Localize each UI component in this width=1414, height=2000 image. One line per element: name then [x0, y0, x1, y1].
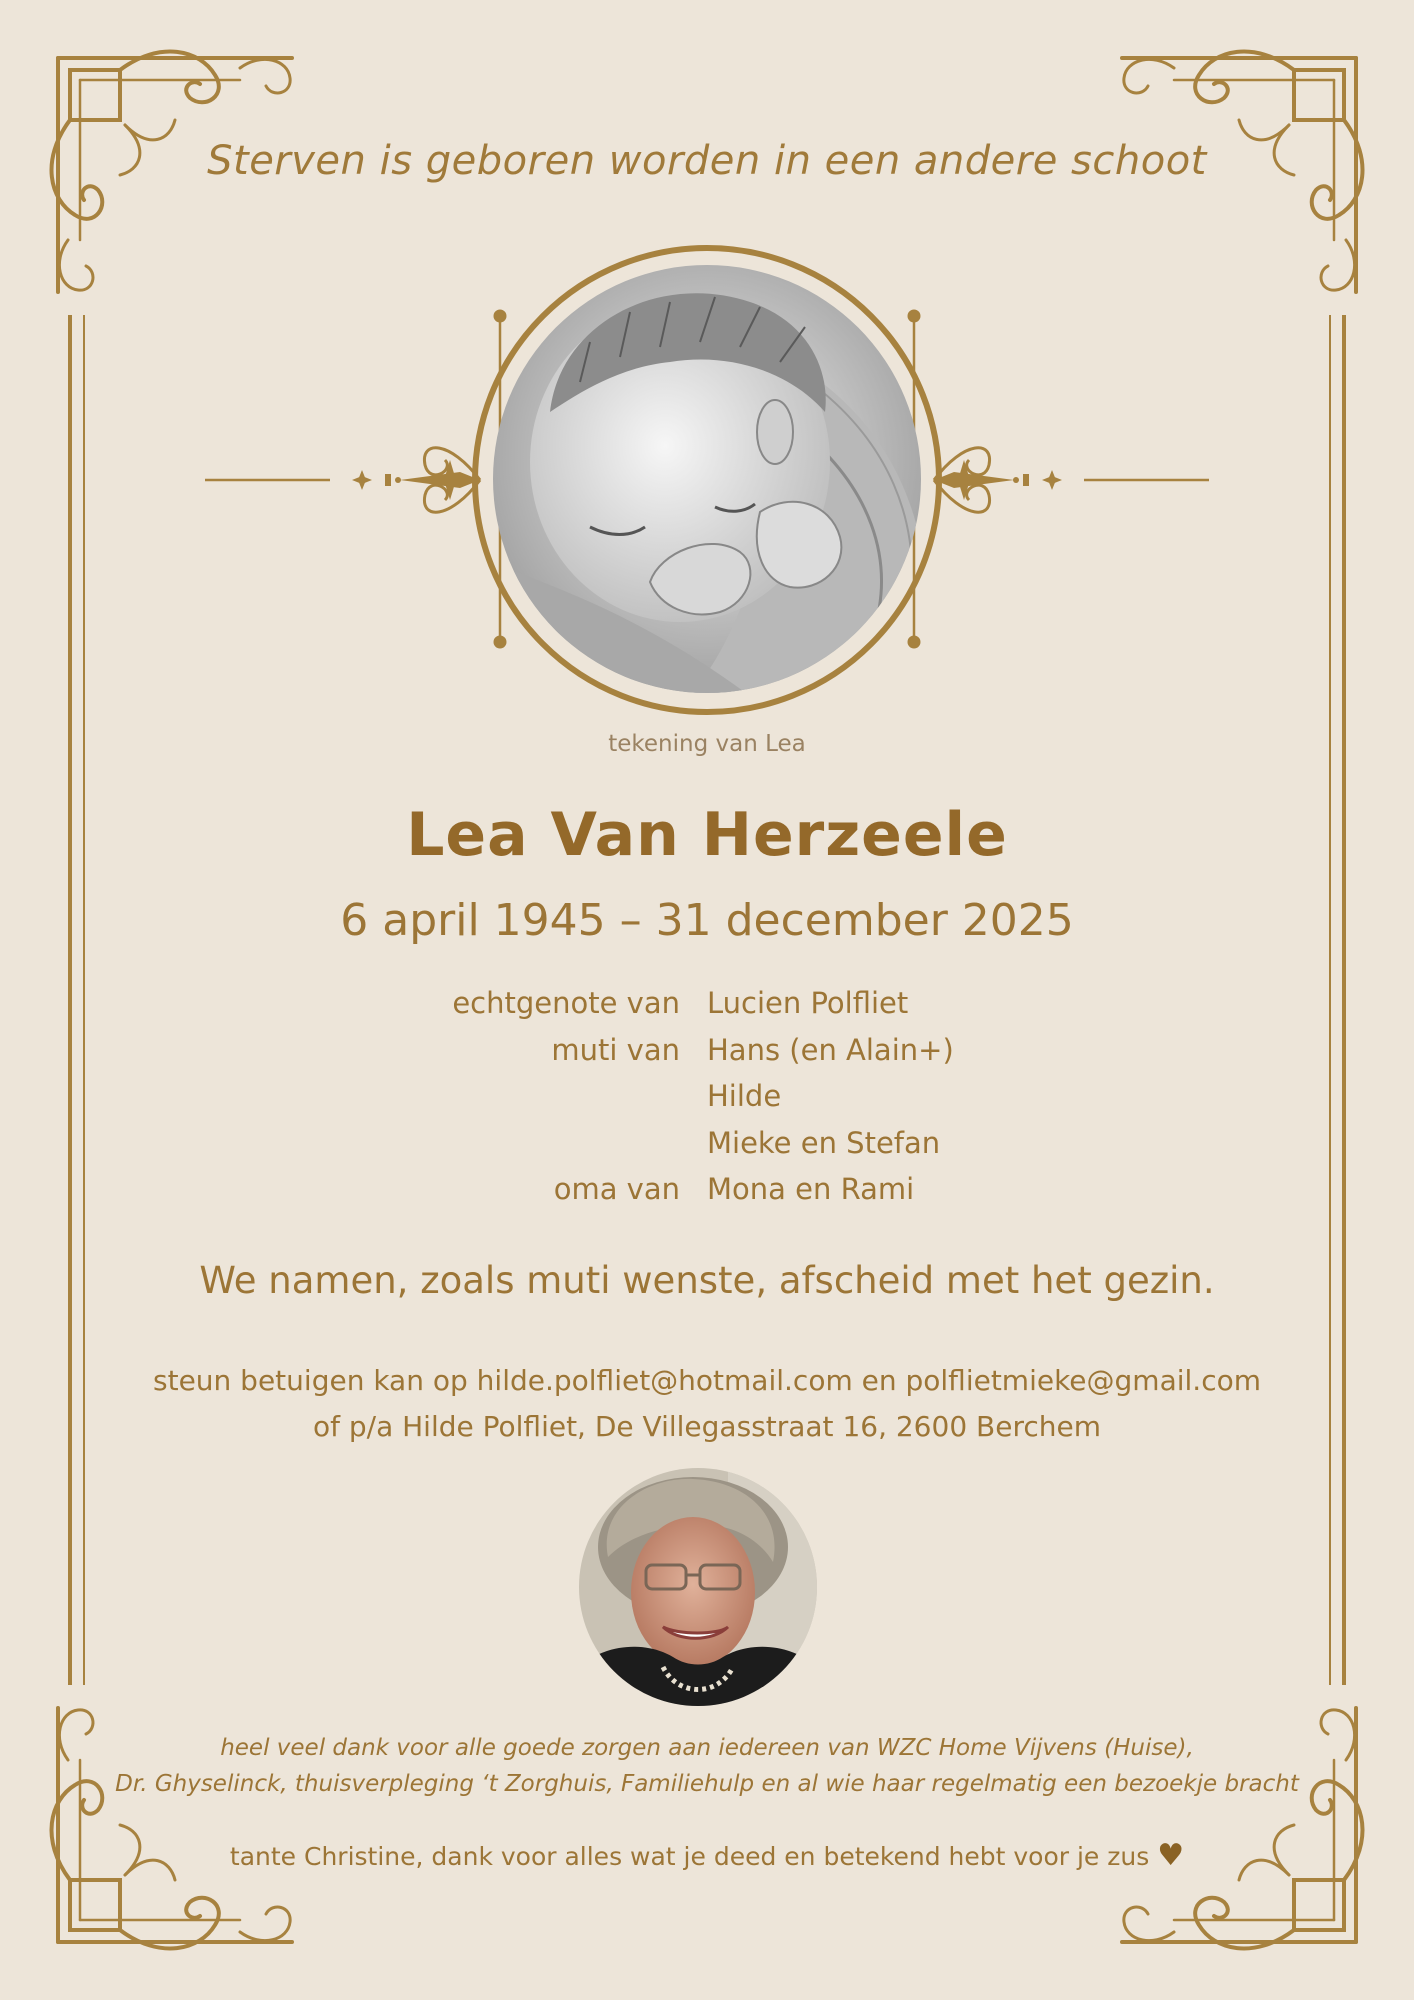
family-names: Hans (en Alain+) — [707, 1032, 954, 1067]
baby-drawing — [490, 262, 924, 696]
motto: Sterven is geboren worden in een andere schoot — [207, 138, 1207, 184]
family-names: Mieke en Stefan — [707, 1125, 941, 1160]
family-row — [0, 1073, 1414, 1120]
thanks-line-2: Dr. Ghyselinck, thuisverpleging ‘t Zorghuis, Familiehulp en al wie haar regelmatig een bezoekje bracht — [115, 1771, 1299, 1797]
tante-text: tante Christine, dank voor alles wat je deed en betekend hebt voor je zus — [229, 1842, 1150, 1871]
family-names: Hilde — [707, 1079, 782, 1113]
farewell-text: We namen, zoals muti wenste, afscheid met het gezin. — [199, 1259, 1215, 1302]
family-names: Lucien Polfliet — [707, 986, 909, 1020]
family-relation: muti van — [551, 1032, 680, 1067]
support-info — [0, 1358, 1414, 1450]
life-dates: 6 april 1945 – 31 december 2025 — [340, 895, 1074, 946]
family-row — [0, 1166, 1414, 1213]
deceased-name: Lea Van Herzeele — [406, 800, 1008, 870]
thanks-line-1: heel veel dank voor alle goede zorgen aan iedereen van WZC Home Vijvens (Huise), — [220, 1735, 1194, 1761]
tante-message — [0, 1838, 1414, 1873]
support-line-2: of p/a Hilde Polfliet, De Villegasstraat 16, 2600 Berchem — [312, 1410, 1102, 1443]
family-relation: oma van — [553, 1172, 680, 1206]
thanks-text — [0, 1730, 1414, 1802]
support-line-1: steun betuigen kan op hilde.polfliet@hotmail.com en polflietmieke@gmail.com — [153, 1364, 1261, 1397]
drawing-caption: tekening van Lea — [608, 731, 806, 757]
portrait-photo — [578, 1467, 818, 1707]
family-names: Mona en Rami — [707, 1172, 915, 1206]
family-row — [0, 1120, 1414, 1167]
family-row — [0, 1027, 1414, 1074]
heart-icon: ♥ — [1157, 1838, 1185, 1873]
family-relation: echtgenote van — [452, 986, 680, 1020]
family-list — [0, 980, 1414, 1213]
family-row — [0, 980, 1414, 1027]
